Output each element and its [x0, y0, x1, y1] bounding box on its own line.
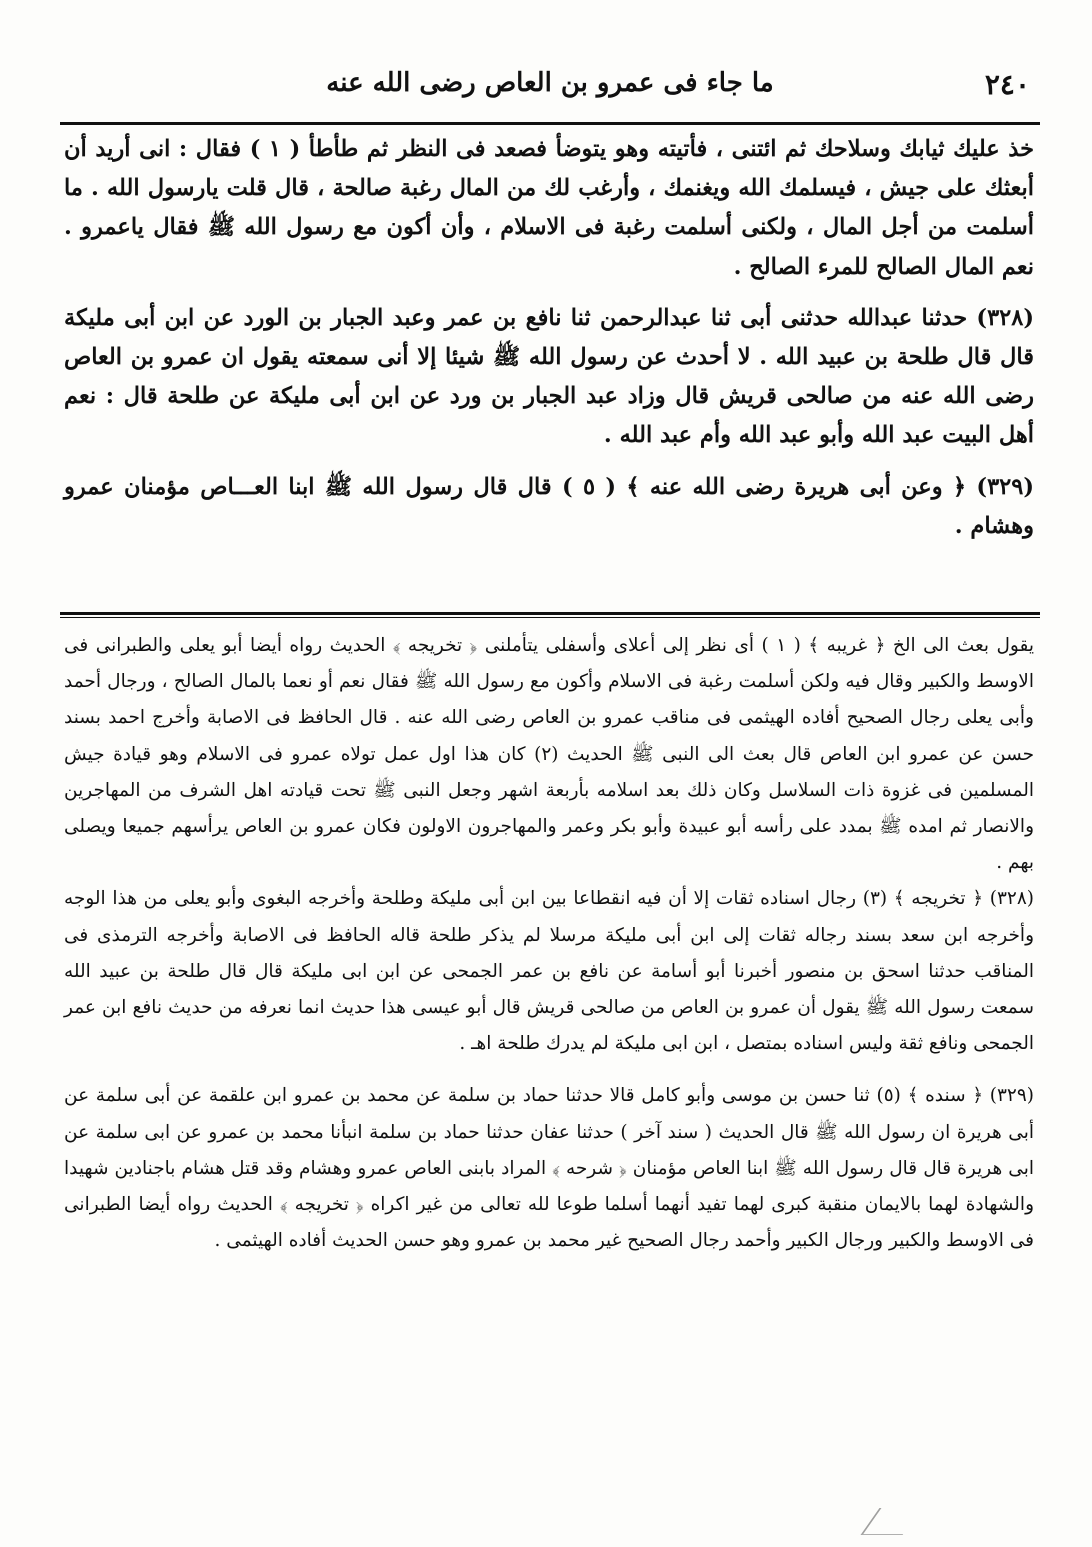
running-title: ما جاء فى عمرو بن العاص رضى الله عنه [326, 68, 774, 98]
note-327: يقول بعث الى الخ ﴿ غريبه ﴾ ( ١ ) أى نظر إلى أعلاى وأسفلى يتأملنى ﴿ تخريجه ﴾ الحديث رواه أيضا أبو يعلى والطبرانى فى الاوسط والكبير وقال فيه ولكن أسلمت رغبة فى الاسلام وأكون مع رسول الله ﷺ فقال نعم أو نعما بالمال الصالح ، ورجال أحمد وأبى يعلى رجال الصحيح أفاده الهيثمى فى مناقب عمرو بن العاص رضى الله عنه . قال الحافظ فى الاصابة وأخرج احمد بسند حسن عن عمرو ابن العاص قال بعث الى النبى ﷺ الحديث (٢) كان هذا اول عمل تولاه عمرو فى الاسلام وهو قيادة جيش المسلمين فى غزوة ذات السلاسل وكان ذلك بعد اسلامه بأربعة اشهر وجعل النبى ﷺ تحت قيادته اهل الشرف من المهاجرين والانصار ثم امده ﷺ بمدد على رأسه أبو عبيدة وأبو بكر وعمر والمهاجرون الاولون فكان عمرو بن العاص يرأسهم جميعا ويصلى بهم . [64, 635, 1035, 874]
page-header [70, 62, 1030, 112]
footnote-separator [60, 612, 1040, 615]
page-number: ٢٤٠ [984, 68, 1030, 101]
main-paragraph-1: خذ عليك ثيابك وسلاحك ثم ائتنى ، فأتيته وهو يتوضأ فصعد فى النظر ثم طأطأ ( ١ ) فقال : انى أريد أن أبعثك على جيش ، فيسلمك الله ويغنمك ، وأرغب لك من المال رغبة صالحة ، قال قلت يارسول الله . ما أسلمت من أجل المال ، ولكنى أسلمت رغبة فى الاسلام ، وأن أكون مع رسول الله ﷺ فقال ياعمرو . نعم المال الصالح للمرء الصالح . [64, 136, 1035, 280]
note-328: (٣٢٨) ﴿ تخريجه ﴾ (٣) رجال اسناده ثقات إلا أن فيه انقطاعا بين ابن أبى مليكة وطلحة وأخرجه البغوى وأبو يعلى من هذا الوجه وأخرجه ابن سعد بسند رجاله ثقات إلى ابن أبى مليكة مرسلا لم يذكر طلحة قاله الحافظ فى الاصابة وأخرجه الترمذى فى المناقب حدثنا اسحق بن منصور أخبرنا أبو أسامة عن نافع بن عمر الجمحى عن ابن ابى مليكة قال قال طلحة بن عبيد الله سمعت رسول الله ﷺ يقول أن عمرو بن العاص من صالحى قريش قال أبو عيسى هذا حديث انما نعرفه من حديث نافع ابن عمر الجمحى ونافع ثقة وليس اسناده بمتصل ، ابن ابى مليكة لم يدرك طلحة اهـ . [64, 888, 1034, 1055]
hadith-328: (٣٢٨) حدثنا عبدالله حدثنى أبى ثنا عبدالرحمن ثنا نافع بن عمر وعبد الجبار بن الورد عن ابن أبى مليكة قال قال طلحة بن عبيد الله . لا أحدث عن رسول الله ﷺ شيئا إلا أنى سمعته يقول ان عمرو بن العاص رضى الله عنه من صالحى قريش قال وزاد عبد الجبار بن ورد عن ابن أبى مليكة عن طلحة قال : نعم أهل البيت عبد الله وأبو عبد الله وأم عبد الله . [64, 304, 1034, 449]
footnote-separator-thin [60, 617, 1040, 618]
main-text [64, 130, 1034, 546]
hadith-329: (٣٢٩) ﴿ وعن أبى هريرة رضى الله عنه ﴾ ( ٥ ) قال قال رسول الله ﷺ ابنا العـــاص مؤمنان عمرو وهشام . [64, 473, 1035, 539]
header-rule [60, 122, 1040, 125]
footnotes [64, 628, 1034, 1259]
ink-smudge [861, 1508, 922, 1535]
note-329: (٣٢٩) ﴿ سنده ﴾ (٥) ثنا حسن بن موسى وأبو كامل قالا حدثنا حماد بن سلمة عن محمد بن عمرو ابن علقمة عن أبى سلمة عن أبى هريرة ان رسول الله ﷺ قال الحديث ( سند آخر ) حدثنا عفان حدثنا حماد بن سلمة انبأنا محمد بن عمرو عن ابى سلمة عن ابى هريرة قال قال رسول الله ﷺ ابنا العاص مؤمنان ﴿ شرحه ﴾ المراد بابنى العاص عمرو وهشام وقد قتل هشام باجنادين شهيدا والشهادة لهما بالايمان منقبة كبرى لهما تفيد أنهما أسلما طوعا لله تعالى من غير اكراه ﴿ تخريجه ﴾ الحديث رواه أيضا الطبرانى فى الاوسط والكبير ورجال الكبير وأحمد رجال الصحيح غير محمد بن عمرو وهو حسن الحديث أفاده الهيثمى . [64, 1085, 1034, 1252]
